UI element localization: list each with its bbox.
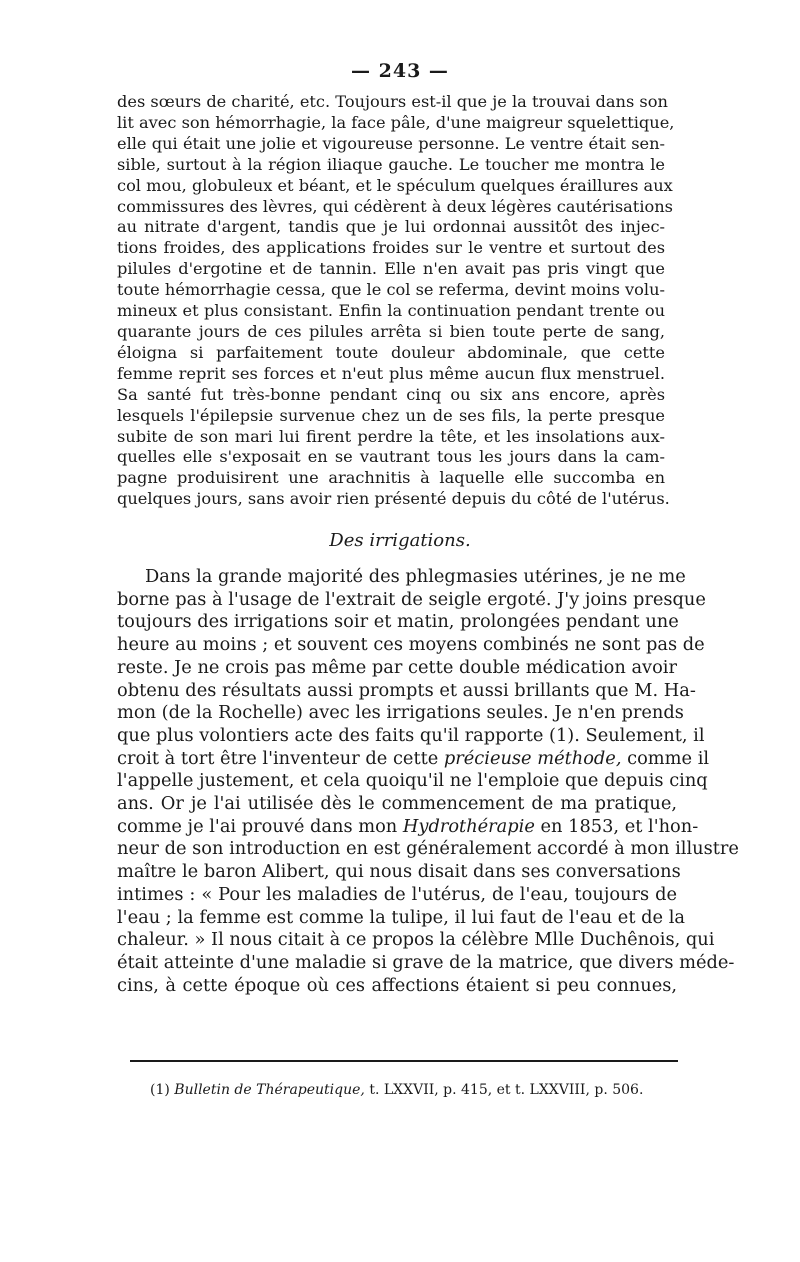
text-line: commissures des lèvres, qui cédèrent à deux légères cautérisations xyxy=(117,196,673,216)
text-line: pilules d'ergotine et de tannin. Elle n'en avait pas pris vingt que xyxy=(117,259,665,279)
text-line: maître le baron Alibert, qui nous disait dans ses conversations xyxy=(117,861,681,883)
text-line: que plus volontiers acte des faits qu'il rapporte (1). Seulement, il xyxy=(117,724,705,746)
text-line: tions froides, des applications froides sur le ventre et surtout des xyxy=(117,238,665,258)
text-line: mon (de la Rochelle) avec les irrigations seules. Je n'en prends xyxy=(117,702,684,724)
text-line: borne pas à l'usage de l'extrait de seigle ergoté. J'y joins presque xyxy=(117,588,706,610)
text-line: Dans la grande majorité des phlegmasies utérines, je ne me xyxy=(145,566,686,587)
text-line: pagne produisirent une arachnitis à laquelle elle succomba en xyxy=(117,468,665,488)
text-line: cins, à cette époque où ces affections étaient si peu connues, xyxy=(117,974,677,996)
text-line: heure au moins ; et souvent ces moyens combinés ne sont pas de xyxy=(117,634,705,656)
text-line: mineux et plus consistant. Enfin la continuation pendant trente ou xyxy=(117,301,665,321)
text-line: toujours des irrigations soir et matin, prolongées pendant une xyxy=(117,611,679,633)
section-heading: Des irrigations. xyxy=(329,530,471,551)
text-fragment: comme je l'ai prouvé dans mon xyxy=(117,815,403,837)
emphasis-text: précieuse méthode, xyxy=(443,747,622,769)
footnote-reference: t. LXXVII, p. 415, et t. LXXVIII, p. 506. xyxy=(364,1082,644,1098)
text-line: Sa santé fut très-bonne pendant cinq ou six ans encore, après xyxy=(117,384,665,404)
paragraph-1 xyxy=(117,92,675,510)
text-line: l'eau ; la femme est comme la tulipe, il lui faut de l'eau et de la xyxy=(117,906,685,928)
text-line xyxy=(117,747,710,771)
text-line xyxy=(117,815,699,839)
text-line: sible, surtout à la région iliaque gauche. Le toucher me montra le xyxy=(117,154,665,174)
text-line: reste. Je ne crois pas même par cette double médication avoir xyxy=(117,656,677,678)
text-line: des sœurs de charité, etc. Toujours est-il que je la trouvai dans son xyxy=(117,92,668,111)
text-fragment: croit à tort être l'inventeur de cette xyxy=(117,747,444,769)
text-line: au nitrate d'argent, tandis que je lui ordonnai aussitôt des injec- xyxy=(117,217,665,237)
text-line: intimes : « Pour les maladies de l'utérus, de l'eau, toujours de xyxy=(117,883,677,905)
text-line: l'appelle justement, et cela quoiqu'il ne l'emploie que depuis cinq xyxy=(117,770,708,792)
text-line: lit avec son hémorrhagie, la face pâle, d'une maigreur squelettique, xyxy=(117,112,675,132)
text-line: quarante jours de ces pilules arrêta si bien toute perte de sang, xyxy=(117,321,665,341)
footnote-journal: Bulletin de Thérapeutique, xyxy=(174,1082,365,1098)
text-line: neur de son introduction en est généralement accordé à mon illustre xyxy=(117,838,739,860)
paragraph-2 xyxy=(117,566,739,997)
text-line: col mou, globuleux et béant, et le spéculum quelques éraillures aux xyxy=(117,175,673,195)
text-line: ans. Or je l'ai utilisée dès le commencement de ma pratique, xyxy=(117,793,677,815)
text-line: chaleur. » Il nous citait à ce propos la célèbre Mlle Duchênois, qui xyxy=(117,929,715,951)
text-line: toute hémorrhagie cessa, que le col se referma, devint moins volu- xyxy=(117,280,665,300)
text-line: lesquels l'épilepsie survenue chez un de ses fils, la perte presque xyxy=(117,405,665,425)
text-fragment: comme il xyxy=(621,747,710,769)
footnote-divider xyxy=(130,1060,678,1062)
text-line: était atteinte d'une maladie si grave de la matrice, que divers méde- xyxy=(117,951,735,973)
text-fragment: en 1853, et l'hon- xyxy=(534,815,699,837)
text-line: obtenu des résultats aussi prompts et aussi brillants que M. Ha- xyxy=(117,679,696,701)
footnote-marker: (1) xyxy=(150,1082,170,1098)
footnote xyxy=(150,1082,670,1098)
text-line: femme reprit ses forces et n'eut plus même aucun flux menstruel. xyxy=(117,363,665,383)
text-line: quelques jours, sans avoir rien présenté depuis du côté de l'utérus. xyxy=(117,489,670,509)
emphasis-text: Hydrothérapie xyxy=(402,815,535,837)
text-line: éloigna si parfaitement toute douleur abdominale, que cette xyxy=(117,342,665,362)
text-line: subite de son mari lui firent perdre la tête, et les insolations aux- xyxy=(117,426,665,446)
page-number: — 243 — xyxy=(351,60,449,82)
text-line: elle qui était une jolie et vigoureuse personne. Le ventre était sen- xyxy=(117,133,665,153)
text-line: quelles elle s'exposait en se vautrant tous les jours dans la cam- xyxy=(117,447,665,467)
